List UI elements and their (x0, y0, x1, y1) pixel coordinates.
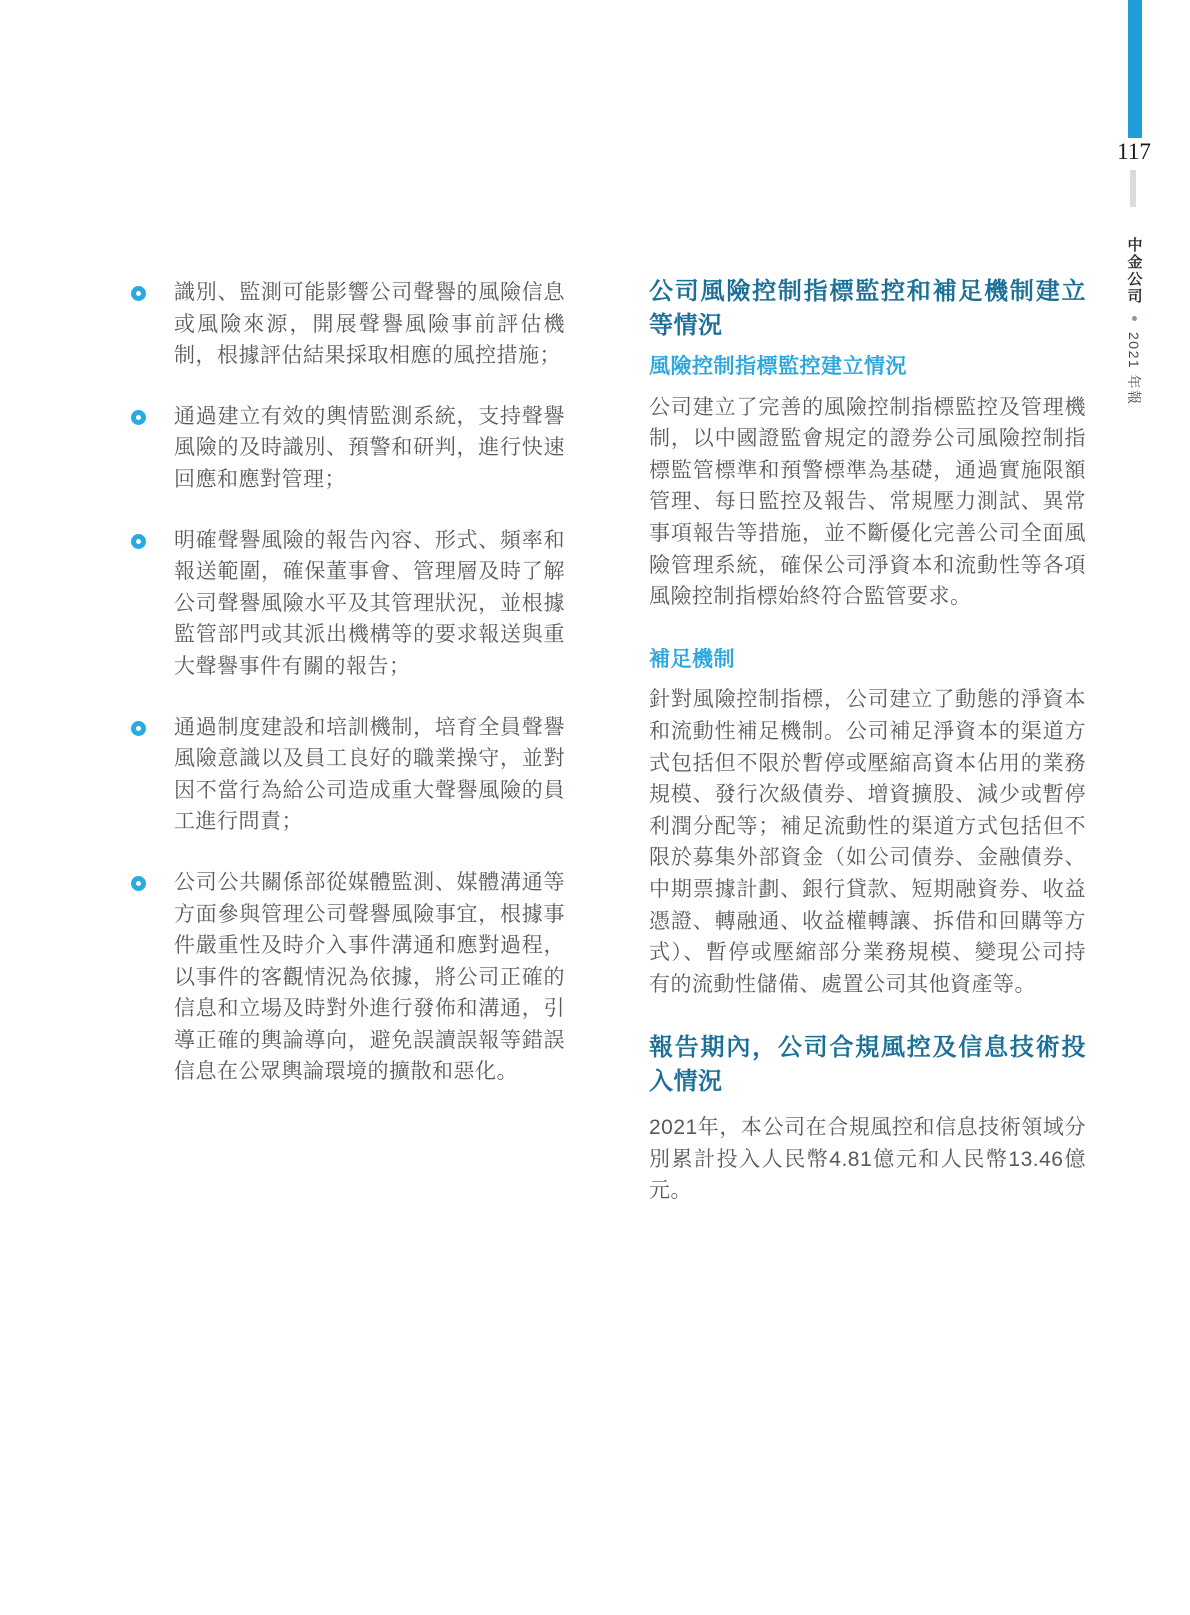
bullet-text: 通過制度建設和培訓機制，培育全員聲譽風險意識以及員工良好的職業操守，並對因不當行為給公司造成重大聲譽風險的員工進行問責； (174, 715, 565, 834)
bullet-ring-icon (131, 286, 146, 301)
paragraph-indicator-monitoring: 公司建立了完善的風險控制指標監控及管理機制，以中國證監會規定的證券公司風險控制指標監管標準和預警標準為基礎，通過實施限額管理、每日監控及報告、常規壓力測試、異常事項報告等措施，並不斷優化完善公司全面風險管理系統，確保公司淨資本和流動性等各項風險控制指標始終符合監管要求。 (649, 395, 1086, 609)
bullet-item (131, 867, 565, 1088)
paragraph-replenishment-mechanism: 針對風險控制指標，公司建立了動態的淨資本和流動性補足機制。公司補足淨資本的渠道方式包括但不限於暫停或壓縮高資本佔用的業務規模、發行次級債券、增資擴股、減少或暫停利潤分配等；補足流動性的渠道方式包括但不限於募集外部資金（如公司債券、金融債券、中期票據計劃、銀行貸款、短期融資券、收益憑證、轉融通、收益權轉讓、拆借和回購等方式）、暫停或壓縮部分業務規模、變現公司持有的流動性儲備、處置公司其他資產等。 (649, 688, 1086, 996)
bullet-ring-icon (131, 721, 146, 736)
page-number: 117 (1117, 139, 1151, 164)
sidebar-separator-dot-icon (1132, 316, 1137, 321)
left-column (131, 277, 565, 1117)
section-heading-compliance-it-investment: 報告期內，公司合規風控及信息技術投入情況 (649, 1034, 1086, 1096)
bullet-item (131, 525, 565, 683)
bullet-ring-icon (131, 876, 146, 891)
bullet-ring-icon (131, 534, 146, 549)
bullet-item (131, 277, 565, 372)
bullet-text: 公司公共關係部從媒體監測、媒體溝通等方面參與管理公司聲譽風險事宜，根據事件嚴重性及時介入事件溝通和應對過程，以事件的客觀情況為依據，將公司正確的信息和立場及時對外進行發佈和溝通，引導正確的輿論導向，避免誤讀誤報等錯誤信息在公眾輿論環境的擴散和惡化。 (174, 870, 565, 1084)
bullet-item (131, 712, 565, 838)
sidebar-caption (1119, 237, 1149, 406)
paragraph-compliance-it-investment: 2021年，本公司在合規風控和信息技術領域分別累計投入人民幣4.81億元和人民幣13.46億元。 (649, 1116, 1086, 1203)
sidebar-company-name: 中金公司 (1125, 237, 1143, 305)
bullet-text: 通過建立有效的輿情監測系統，支持聲譽風險的及時識別、預警和研判，進行快速回應和應對管理； (174, 404, 565, 491)
bullet-text: 明確聲譽風險的報告內容、形式、頻率和報送範圍，確保董事會、管理層及時了解公司聲譽風險水平及其管理狀況，並根據監管部門或其派出機構等的要求報送與重大聲譽事件有關的報告； (174, 528, 565, 678)
top-accent-bar (1128, 0, 1142, 138)
section-heading-risk-control-indicators: 公司風險控制指標監控和補足機制建立等情況 (649, 278, 1086, 339)
bullet-item (131, 401, 565, 496)
right-column (649, 275, 1086, 1238)
bullet-ring-icon (131, 410, 146, 425)
sidebar-edition-label: 2021 年報 (1126, 332, 1142, 406)
bullet-text: 識別、監測可能影響公司聲譽的風險信息或風險來源，開展聲譽風險事前評估機制，根據評估結果採取相應的風控措施； (174, 281, 565, 368)
subheading-replenishment-mechanism: 補足機制 (649, 647, 735, 671)
subheading-indicator-monitoring: 風險控制指標監控建立情況 (649, 355, 907, 378)
page-number-divider (1130, 170, 1136, 207)
